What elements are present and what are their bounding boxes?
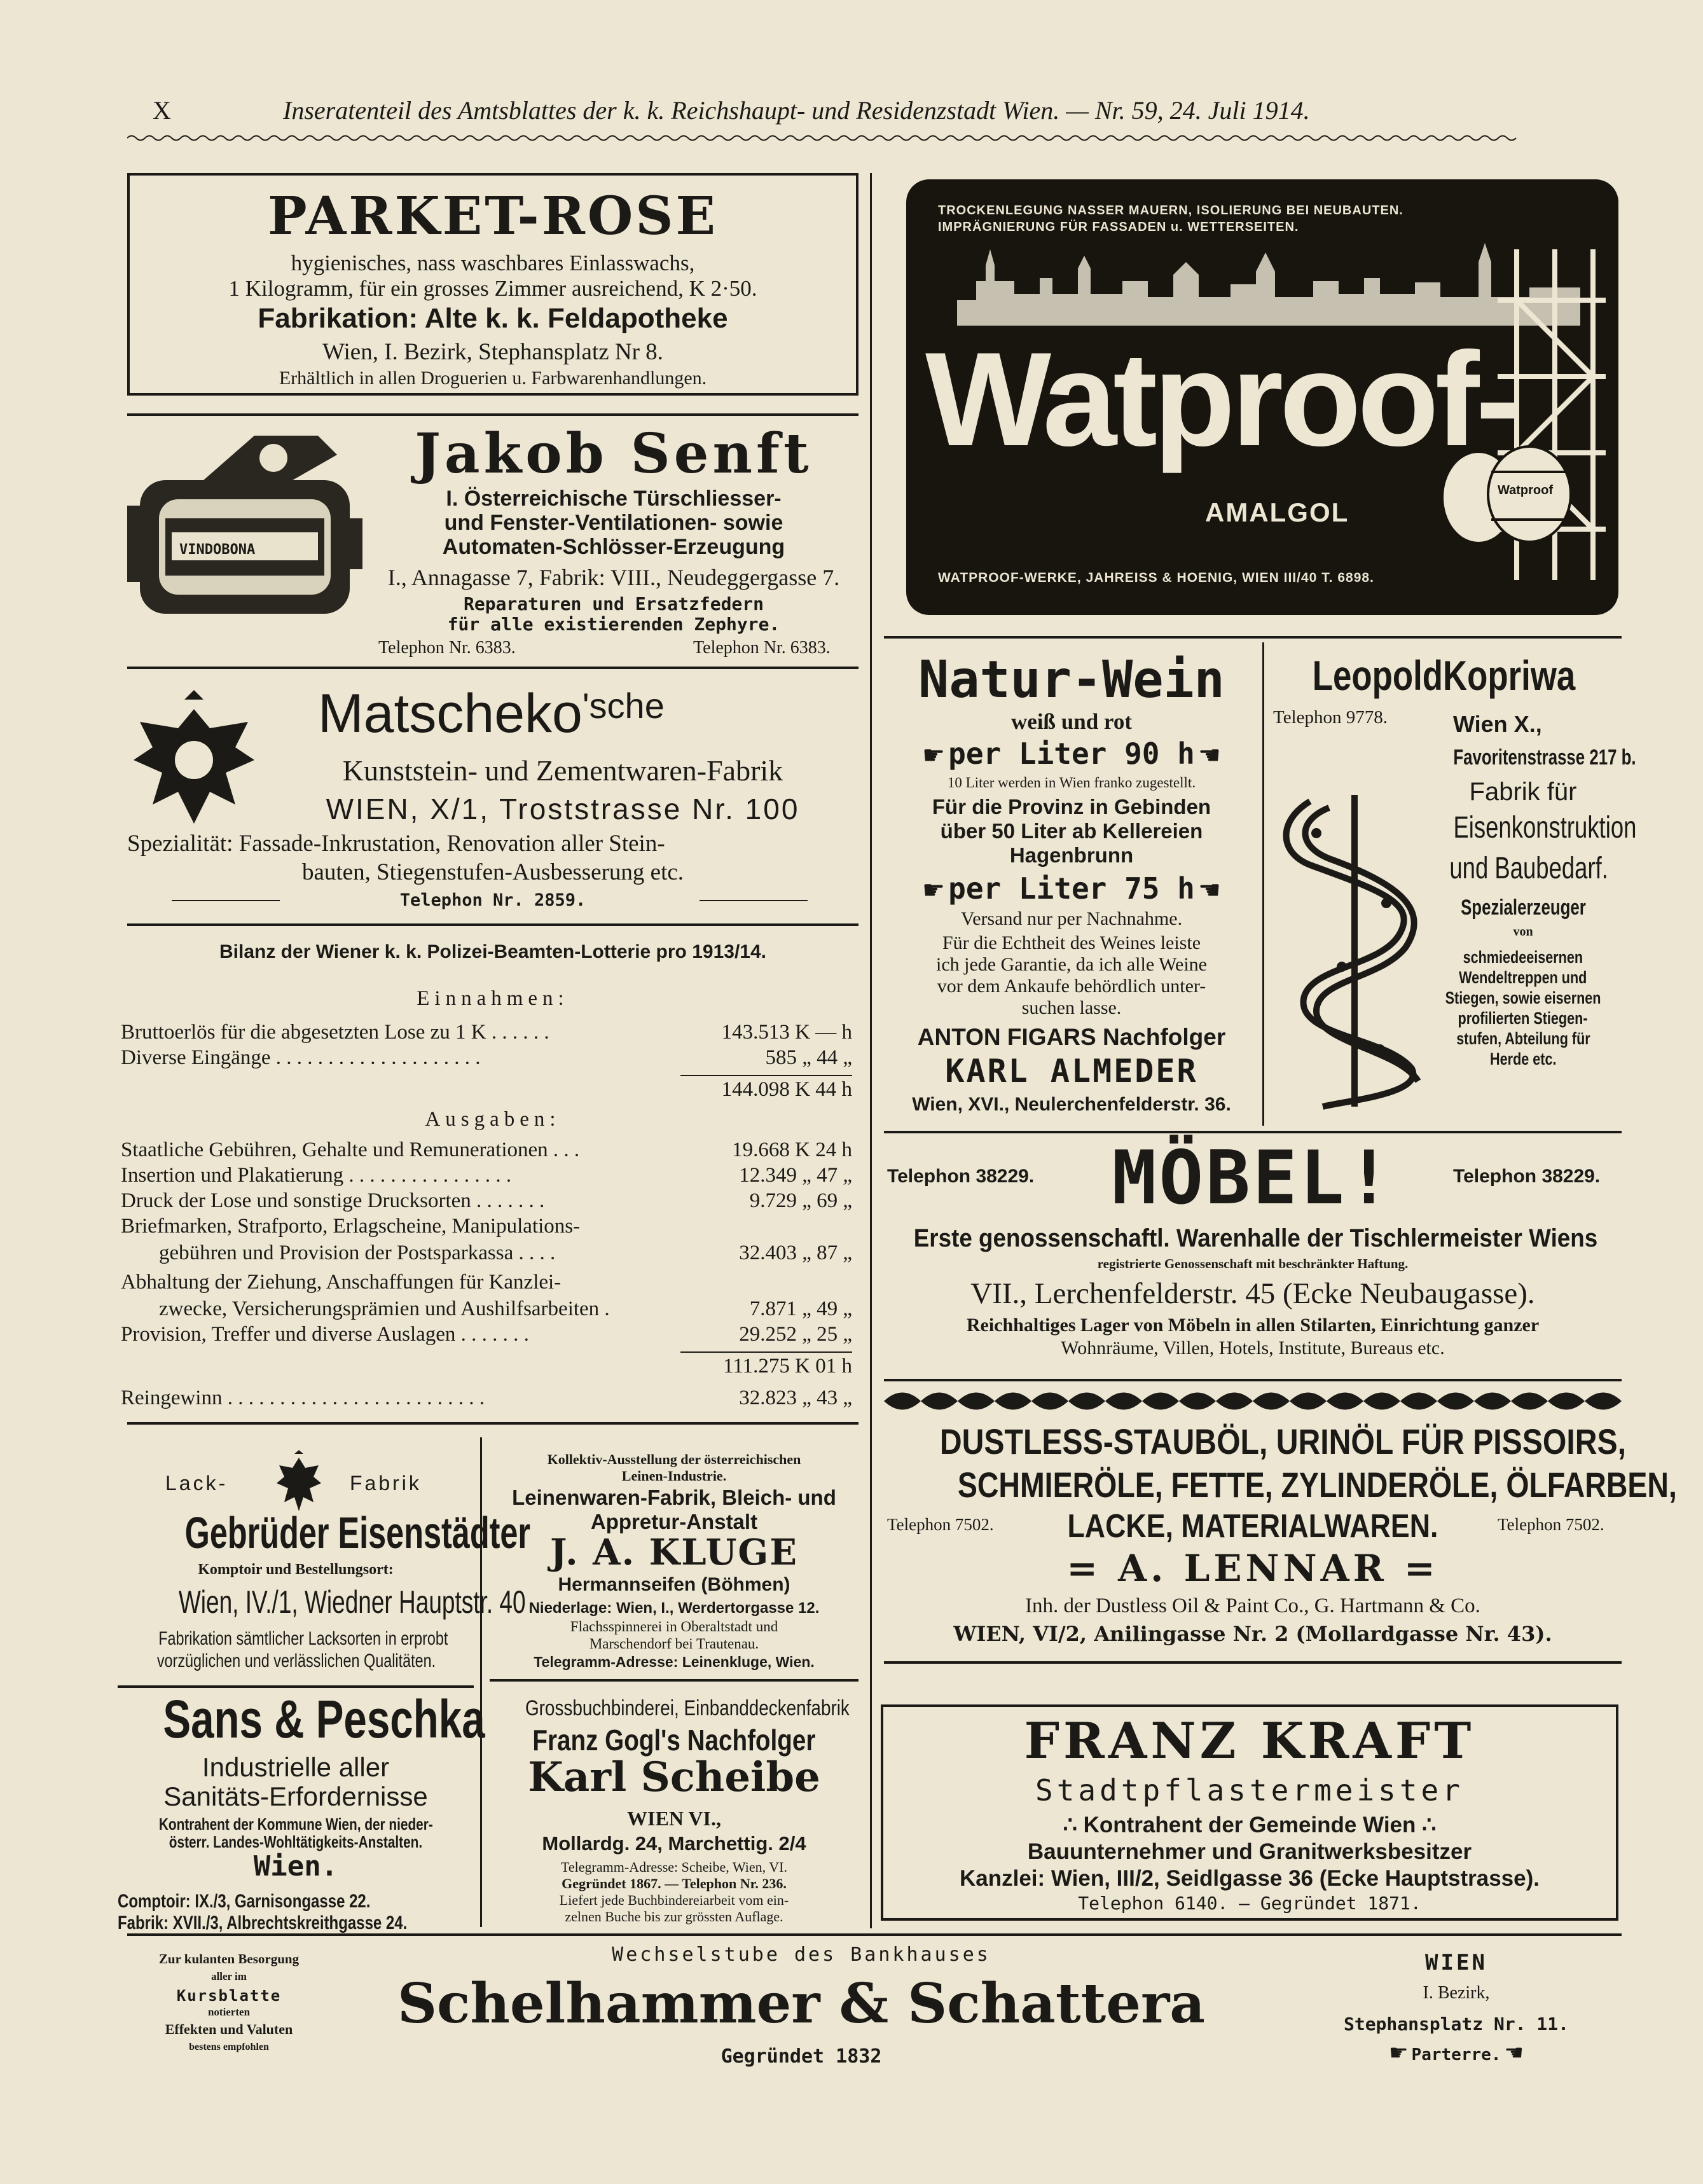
pointing-hand-icon: ☛ [922,741,946,770]
naturwein-title: Natur-Wein [918,650,1225,709]
divider [884,1379,1622,1381]
naturwein-line-9: Für die Echtheit des Weines leiste [942,932,1201,953]
schelhammer-right-3: Stephansplatz Nr. 11. [1343,2014,1569,2035]
einnahmen-heading: Einnahmen: [417,987,569,1010]
kluge-line-9: Telegramm-Adresse: Leinenkluge, Wien. [534,1654,815,1670]
sans-line-6: Comptoir: IX./3, Garnisongasse 22. [118,1891,371,1912]
scheibe-line-3: WIEN VI., [627,1807,721,1830]
schelhammer-left-1: Zur kulanten Besorgung [158,1951,300,1966]
kraft-name: FRANZ KRAFT [1024,1712,1475,1770]
moebel-line-3: VII., Lerchenfelderstr. 45 (Ecke Neubaugasse). [970,1277,1535,1310]
scheibe-line-4: Mollardg. 24, Marchettig. 2/4 [542,1832,806,1855]
kopriwa-line-2: Fabrik für [1469,778,1577,806]
scheibe-line-7: Liefert jede Buchbindereiarbeit vom ein- [559,1892,789,1908]
lennar-name: = A. LENNAR = [1066,1547,1439,1590]
sans-line-3: Kontrahent der Kommune Wien, der nieder- [158,1814,433,1834]
kopriwa-line-6: von [1513,925,1533,939]
eisenstaedter-line-2: Wien, IV./1, Wiedner Hauptstr. 40 [178,1584,526,1620]
running-title: Inseratenteil des Amtsblattes der k. k. Reichshaupt- und Residenzstadt Wien. — Nr. 59, 24. Juli 1914. [283,96,1310,125]
device-label: VINDOBONA [179,542,256,558]
naturwein-line-11: vor dem Ankaufe behördlich unter- [937,976,1206,997]
city-skyline-image [957,243,1580,326]
parket-line-3: Fabrikation: Alte k. k. Feldapotheke [258,303,728,334]
kopriwa-line-1: Favoritenstrasse 217 b. [1453,745,1636,770]
lack-label: Lack- [165,1472,228,1495]
matscheko-title: Matscheko [318,683,583,744]
sans-name: Sans & Peschka [163,1689,485,1749]
divider [884,1131,1622,1133]
ausgaben-heading: Ausgaben: [425,1108,561,1131]
ad-parket-rose [127,173,858,396]
kopriwa-city: Wien X., [1453,711,1542,737]
lennar-telephon-left: Telephon 7502. [887,1515,994,1534]
senft-line-6: für alle existierenden Zephyre. [447,614,780,635]
schelhammer-left-3: Kursblatte [176,1987,282,2005]
senft-line-2: und Fenster-Ventilationen- sowie [444,511,783,535]
ad-franz-kraft [881,1704,1618,1921]
sans-line-7: Fabrik: XVII./3, Albrechtskreithgasse 24. [118,1912,408,1933]
naturwein-line-13: ANTON FIGARS Nachfolger [917,1024,1226,1050]
kluge-line-7: Flachsspinnerei in Oberaltstadt und [570,1619,778,1635]
kraft-line-1: Stadtpflastermeister [1035,1773,1464,1807]
kluge-line-1: Kollektiv-Ausstellung der österreichischen [547,1451,801,1467]
sans-line-2: Sanitäts-Erfordernisse [163,1781,428,1811]
ad-jakob-senft [127,417,858,661]
barrel-label: Watproof [1498,483,1554,497]
naturwein-line-10: ich jede Garantie, da ich alle Weine [936,954,1207,975]
moebel-telephon-right: Telephon 38229. [1453,1166,1601,1187]
naturwein-line-8: Versand nur per Nachnahme. [960,908,1183,929]
schelhammer-top: Wechselstube des Bankhauses [612,1944,991,1966]
bilanz-title: Bilanz der Wiener k. k. Polizei-Beamten-Lotterie pro 1913/14. [219,941,766,962]
moebel-telephon-left: Telephon 38229. [887,1166,1035,1187]
ad-matscheko [127,671,858,919]
matscheko-title-suffix: 'sche [582,686,665,726]
senft-line-1: I. Österreichische Türschliesser- [446,487,782,511]
senft-title: Jakob Senft [415,422,813,486]
lennar-line-2: SCHMIERÖLE, FETTE, ZYLINDERÖLE, ÖLFARBEN, [957,1465,1677,1505]
kluge-line-5: Hermannseifen (Böhmen) [558,1574,790,1595]
matscheko-line-2: WIEN, X/1, Troststrasse Nr. 100 [326,792,800,826]
eisenstaedter-line-1: Komptoir und Bestellungsort: [198,1561,394,1578]
eisenstaedter-line-3: Fabrikation sämtlicher Lacksorten in erprobt [158,1628,448,1649]
schelhammer-right-1: WIEN [1425,1950,1487,1975]
ad-scheibe [490,1682,858,1927]
scheibe-line-5: Telegramm-Adresse: Scheibe, Wien, VI. [561,1859,787,1875]
schelhammer-left-2: aller im [211,1970,247,1982]
scheibe-line-8: zelnen Buche bis zur grössten Auflage. [565,1909,783,1925]
scheibe-line-2: Franz Gogl's Nachfolger [532,1724,816,1757]
kopriwa-line-10: profilierten Stiegen- [1458,1009,1589,1028]
ad-natur-wein [884,642,1259,1126]
ad-kluge [490,1444,858,1673]
parket-title: PARKET-ROSE [267,186,718,247]
matscheko-line-1: Kunststein- und Zementwaren-Fabrik [342,754,783,787]
senft-telephon-left: Telephon Nr. 6383. [378,638,516,658]
kopriwa-line-8: Wendeltreppen und [1459,968,1587,987]
senft-line-4: I., Annagasse 7, Fabrik: VIII., Neudeggergasse 7. [387,565,840,590]
senft-line-3: Automaten-Schlösser-Erzeugung [442,535,785,559]
sans-line-4: österr. Landes-Wohltätigkeits-Anstalten. [169,1832,423,1851]
eisenstaedter-line-4: vorzüglichen und verlässlichen Qualitäten. [156,1650,436,1671]
kluge-line-3: Leinenwaren-Fabrik, Bleich- und [512,1486,836,1509]
kopriwa-line-5: Spezialerzeuger [1460,895,1586,920]
naturwein-line-15: Wien, XVI., Neulerchenfelderstr. 36. [912,1094,1231,1115]
sans-line-5: Wien. [253,1850,338,1883]
naturwein-line-5: über 50 Liter ab Kellereien [940,819,1203,843]
divider [127,1933,1622,1936]
moebel-line-5: Wohnräume, Villen, Hotels, Institute, Bureaus etc. [1061,1337,1445,1358]
watproof-bottom: WATPROOF-WERKE, JAHREISS & HOENIG, WIEN III/40 T. 6898. [938,570,1374,585]
kopriwa-telephon: Telephon 9778. [1273,707,1388,728]
eisenstaedter-name: Gebrüder Eisenstädter [184,1508,531,1558]
kraft-line-4: Kanzlei: Wien, III/2, Seidlgasse 36 (Ecke Hauptstrasse). [960,1866,1540,1891]
ad-schelhammer [127,1939,1622,2104]
ad-eisenstaedter [118,1444,531,1685]
divider [127,1422,858,1425]
divider [118,1685,474,1688]
column-divider [1262,642,1264,1126]
divider [490,1679,858,1682]
naturwein-line-6: Hagenbrunn [1009,843,1134,867]
lennar-line-5: WIEN, VI/2, Anilingasse Nr. 2 (Mollardgasse Nr. 43). [953,1622,1552,1646]
double-eagle-emblem [127,690,261,836]
matscheko-line-5: Telephon Nr. 2859. [399,890,586,910]
scheibe-line-1: Grossbuchbinderei, Einbanddeckenfabrik [525,1696,850,1720]
pointing-hand-icon: ☚ [1197,876,1221,905]
watproof-name: Watproof- [925,324,1517,474]
row-label-line: Abhaltung der Ziehung, Anschaffungen für Kanzlei- [121,1271,562,1294]
parket-line-1: hygienisches, nass waschbares Einlasswachs, [291,251,695,275]
lennar-telephon-right: Telephon 7502. [1498,1515,1604,1534]
schelhammer-name: Schelhammer & Schattera [397,1972,1206,2036]
kluge-line-2: Leinen-Industrie. [621,1468,727,1484]
matscheko-line-4: bauten, Stiegenstufen-Ausbesserung etc. [301,859,684,885]
divider [884,1661,1622,1664]
ad-watproof [906,179,1618,615]
schelhammer-right-2: I. Bezirk, [1423,1983,1490,2003]
schelhammer-founded: Gegründet 1832 [721,2045,882,2068]
parket-line-2: 1 Kilogramm, für ein grosses Zimmer ausreichend, K 2·50. [228,276,757,301]
lennar-line-4: Inh. der Dustless Oil & Paint Co., G. Hartmann & Co. [1025,1594,1480,1617]
pointing-hand-icon: ☛ [1388,2040,1409,2066]
kluge-line-8: Marschendorf bei Trautenau. [589,1636,759,1652]
naturwein-line-1: weiß und rot [1011,709,1132,734]
spiral-staircase-image [1272,782,1437,1113]
ad-kopriwa [1265,642,1637,1126]
pointing-hand-icon: ☚ [1197,741,1221,770]
divider [127,413,858,416]
lennar-line-3: LACKE, MATERIALWAREN. [1067,1508,1438,1545]
senft-telephon-right: Telephon Nr. 6383. [693,638,831,658]
door-closer-device-image [127,429,369,639]
divider [127,923,858,926]
ad-moebel [884,1135,1622,1377]
schelhammer-left-4: notierten [207,2006,251,2018]
naturwein-line-12: suchen lasse. [1021,997,1122,1018]
matscheko-line-3: Spezialität: Fassade-Inkrustation, Renovation aller Stein- [127,831,665,857]
senft-line-5: Reparaturen und Ersatzfedern [463,593,764,614]
ad-lennar [884,1420,1677,1668]
parket-line-5: Erhältlich in allen Droguerien u. Farbwarenhandlungen. [279,368,707,389]
pointing-hand-icon: ☛ [922,876,946,905]
schelhammer-right-4: Parterre. [1411,2045,1501,2064]
header-wavy-rule [127,134,1615,142]
watproof-top-line-2: IMPRÄGNIERUNG FÜR FASSADEN u. WETTERSEITEN. [938,220,1299,234]
moebel-title: MÖBEL! [1112,1135,1394,1221]
page-mark: X [153,96,171,125]
kraft-line-2: ∴ Kontrahent der Gemeinde Wien ∴ [1063,1813,1437,1837]
divider [884,636,1622,639]
parket-line-4: Wien, I. Bezirk, Stephansplatz Nr 8. [322,339,663,365]
eagle-emblem [277,1450,321,1514]
kluge-line-6: Niederlage: Wien, I., Werdertorgasse 12. [528,1600,820,1617]
kopriwa-line-12: Herde etc. [1489,1049,1557,1068]
scheibe-line-6: Gegründet 1867. — Telephon Nr. 236. [562,1876,787,1891]
lennar-line-1: DUSTLESS-STAUBÖL, URINÖL FÜR PISSOIRS, [939,1421,1627,1462]
moebel-line-1: Erste genossenschaftl. Warenhalle der Tischlermeister Wiens [913,1224,1598,1252]
kopriwa-line-4: und Baubedarf. [1449,852,1608,885]
kopriwa-line-3: Eisenkonstruktion [1453,811,1637,845]
pointing-hand-icon: ☚ [1504,2040,1524,2066]
sans-line-1: Industrielle aller [202,1752,390,1782]
moebel-line-2: registrierte Genossenschaft mit beschränkter Haftung. [1097,1256,1409,1271]
row-label-line: Briefmarken, Strafporto, Erlagscheine, Manipulations- [121,1215,581,1238]
kopriwa-line-9: Stiegen, sowie eisernen [1445,988,1601,1007]
schelhammer-left-5: Effekten und Valuten [165,2021,293,2037]
naturwein-line-7: per Liter 75 h [948,871,1195,906]
moebel-line-4: Reichhaltiges Lager von Möbeln in allen Stilarten, Einrichtung ganzer [966,1315,1540,1336]
watproof-sub: AMALGOL [1205,497,1349,527]
kopriwa-line-11: stufen, Abteilung für [1456,1029,1590,1048]
fabrik-label: Fabrik [350,1472,422,1495]
naturwein-line-2: per Liter 90 h [948,736,1195,771]
kopriwa-name: LeopoldKopriwa [1312,652,1575,699]
kluge-line-4: Appretur-Anstalt [590,1510,758,1533]
naturwein-line-4: Für die Provinz in Gebinden [932,795,1211,819]
column-divider [870,173,872,1928]
scheibe-name: Karl Scheibe [528,1753,820,1801]
ornamental-border [884,1388,1622,1414]
schelhammer-left-6: bestens empfohlen [189,2042,269,2052]
naturwein-line-14: KARL ALMEDER [945,1053,1198,1089]
naturwein-line-3: 10 Liter werden in Wien franko zugestellt. [947,775,1196,791]
kluge-name: J. A. KLUGE [550,1531,798,1573]
divider [127,667,858,669]
ad-sans-peschka [118,1689,485,1933]
watproof-top-line-1: TROCKENLEGUNG NASSER MAUERN, ISOLIERUNG BEI NEUBAUTEN. [938,204,1403,218]
kraft-line-5: Telephon 6140. — Gegründet 1871. [1078,1893,1421,1914]
kraft-line-3: Bauunternehmer und Granitwerksbesitzer [1027,1839,1472,1864]
kopriwa-line-7: schmiedeeisernen [1463,948,1583,967]
